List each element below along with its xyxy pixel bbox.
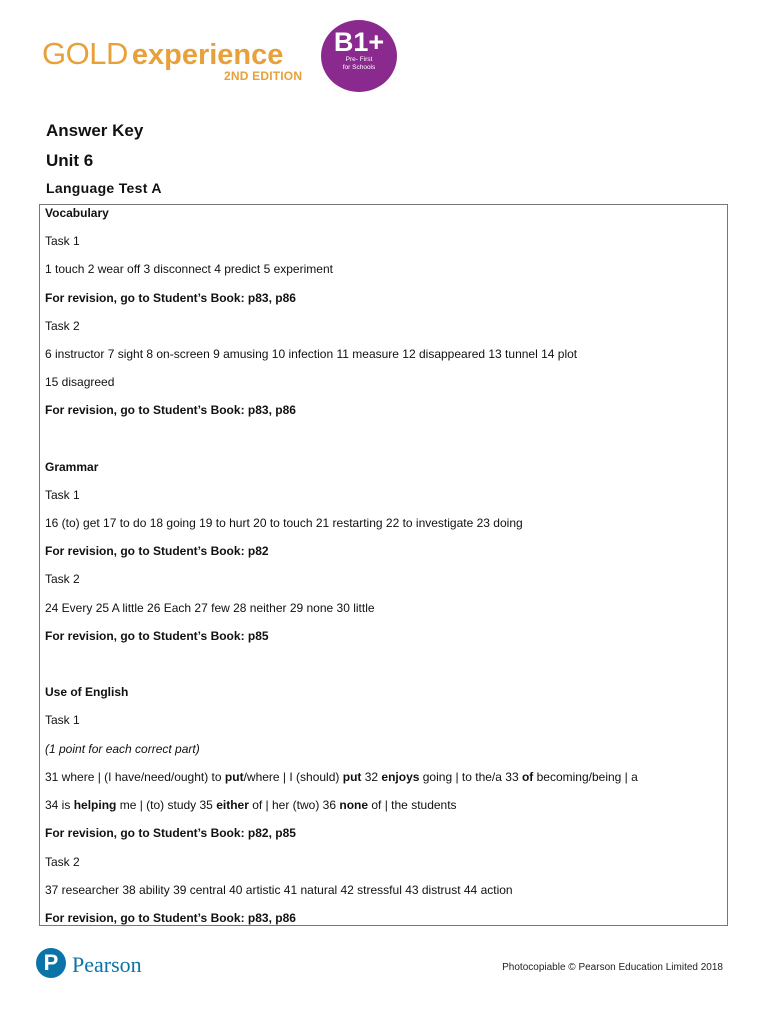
answer-text: becoming/being | a — [533, 770, 638, 784]
answer-text: 34 is — [45, 798, 74, 812]
answer-keyword: put — [342, 770, 362, 784]
uoe-answers-31-33 — [45, 770, 638, 784]
badge-level: B1+ — [333, 27, 385, 57]
vocab-task2-answers-b: 15 disagreed — [45, 375, 115, 389]
uoe-revision-2: For revision, go to Student’s Book: p83, p86 — [45, 911, 296, 925]
titles — [46, 118, 162, 198]
answer-keyword: helping — [73, 798, 117, 812]
answer-keyword: of — [521, 770, 534, 784]
grammar-revision-1: For revision, go to Student’s Book: p82 — [45, 544, 269, 558]
grammar-task1-label: Task 1 — [45, 488, 80, 502]
vocab-task1-answers: 1 touch 2 wear off 3 disconnect 4 predict 5 experiment — [45, 262, 333, 276]
answer-text: going | to the/a 33 — [419, 770, 522, 784]
answer-keyword: enjoys — [381, 770, 420, 784]
grammar-heading: Grammar — [45, 460, 99, 474]
logo-gold-text: GOLD — [42, 36, 128, 71]
answer-box — [39, 204, 728, 926]
level-badge — [321, 20, 397, 92]
logo-experience-text: experience — [131, 39, 284, 71]
uoe-answers-34-36 — [45, 798, 457, 812]
answer-key-title: Answer Key — [46, 121, 144, 140]
vocab-task1-label: Task 1 — [45, 234, 80, 248]
badge-sub-1: Pre- First — [345, 56, 373, 63]
answer-text: /where | I (should) — [243, 770, 343, 784]
badge-sub-2: for Schools — [342, 64, 376, 71]
grammar-task2-answers: 24 Every 25 A little 26 Each 27 few 28 neither 29 none 30 little — [45, 601, 375, 615]
grammar-task1-answers: 16 (to) get 17 to do 18 going 19 to hurt 20 to touch 21 restarting 22 to investigate 23 doing — [45, 516, 523, 530]
uoe-task2-answers: 37 researcher 38 ability 39 central 40 artistic 41 natural 42 stressful 43 distrust 44 action — [45, 883, 513, 897]
answer-text: 32 — [361, 770, 382, 784]
gold-experience-logo — [42, 36, 283, 72]
answer-keyword: none — [339, 798, 369, 812]
unit-title: Unit 6 — [46, 151, 94, 170]
pearson-p-icon: P — [36, 948, 66, 978]
answer-keyword: put — [224, 770, 244, 784]
answer-keyword: either — [216, 798, 249, 812]
grammar-revision-2: For revision, go to Student’s Book: p85 — [45, 629, 269, 643]
uoe-scoring-note: (1 point for each correct part) — [45, 742, 200, 756]
use-of-english-heading: Use of English — [45, 685, 129, 699]
edition-label: 2ND EDITION — [224, 69, 303, 83]
answer-text: of | the students — [368, 798, 457, 812]
copyright-notice: Photocopiable © Pearson Education Limited 2018 — [502, 962, 723, 973]
vocab-revision-2: For revision, go to Student’s Book: p83, p86 — [45, 403, 296, 417]
grammar-task2-label: Task 2 — [45, 572, 80, 586]
uoe-task1-label: Task 1 — [45, 713, 80, 727]
vocab-task2-answers-a: 6 instructor 7 sight 8 on-screen 9 amusing 10 infection 11 measure 12 disappeared 13 tunnel 14 plot — [45, 347, 578, 361]
header — [0, 0, 768, 110]
answer-text: 31 where | (I have/need/ought) to — [45, 770, 225, 784]
uoe-revision-1: For revision, go to Student’s Book: p82, p85 — [45, 826, 296, 840]
uoe-task2-label: Task 2 — [45, 855, 80, 869]
vocabulary-heading: Vocabulary — [45, 206, 109, 220]
answer-text: me | (to) study 35 — [116, 798, 217, 812]
pearson-wordmark: Pearson — [72, 952, 142, 977]
answer-text: of | her (two) 36 — [248, 798, 340, 812]
test-title: Language Test A — [46, 180, 162, 196]
vocab-revision-1: For revision, go to Student’s Book: p83, p86 — [45, 291, 296, 305]
vocab-task2-label: Task 2 — [45, 319, 80, 333]
